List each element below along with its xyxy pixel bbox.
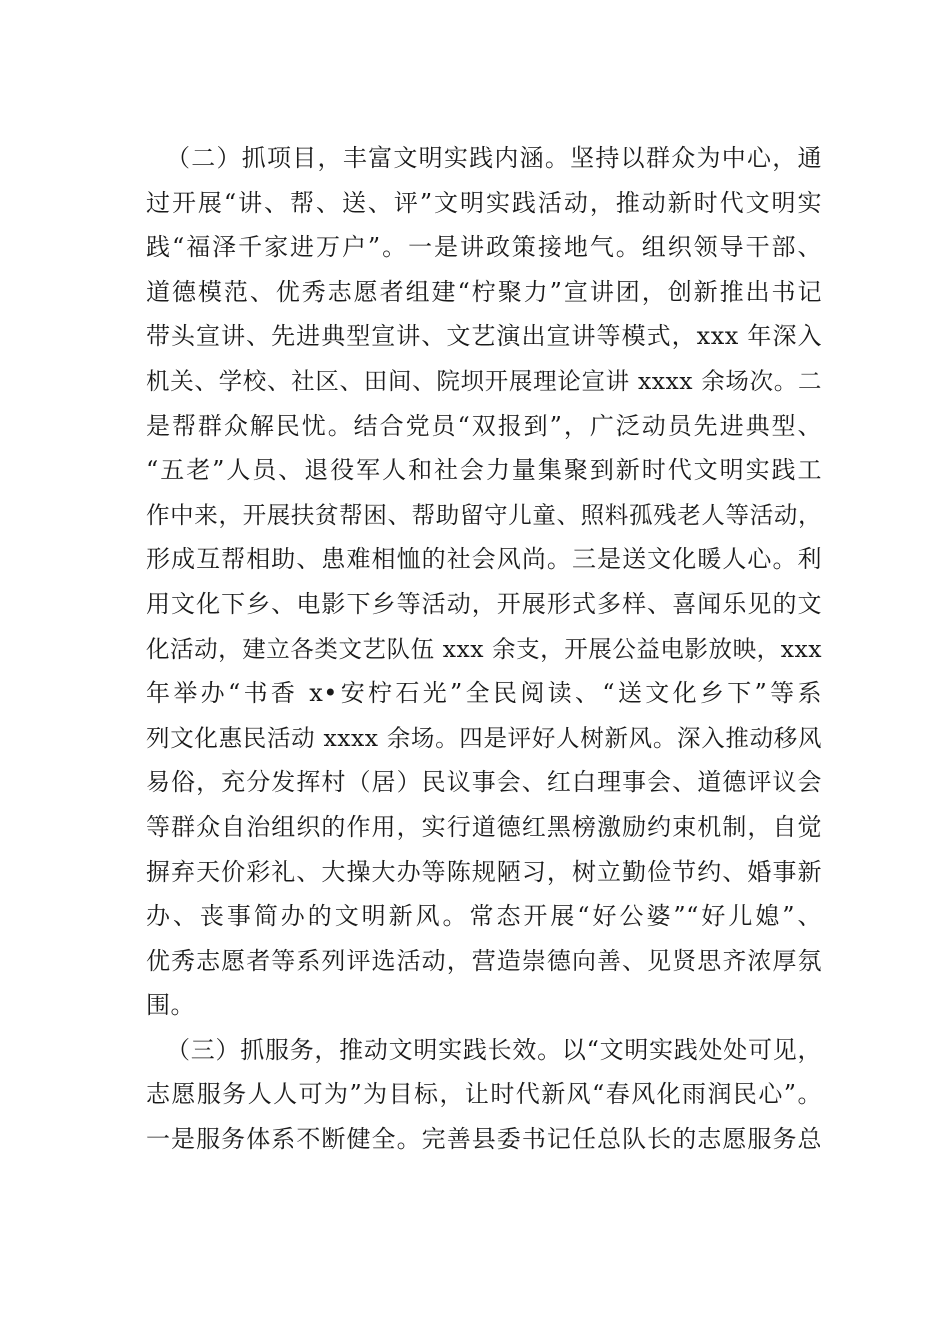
text-line: 优秀志愿者等系列评选活动，营造崇德向善、见贤思齐浓厚氛: [146, 946, 822, 975]
text-line: 是帮群众解民忧。结合党员“双报到”，广泛动员先进典型、: [146, 411, 822, 440]
text-line: 机关、学校、社区、田间、院坝开展理论宣讲 xxxx 余场次。二: [146, 366, 822, 395]
text-line: 志愿服务人人可为”为目标，让时代新风“春风化雨润民心”。: [146, 1080, 822, 1109]
document-page: [146, 136, 822, 1162]
text-line: 办、丧事简办的文明新风。常态开展“好公婆”“好儿媳”、: [146, 902, 822, 931]
text-line: （二）抓项目，丰富文明实践内涵。坚持以群众为中心，通: [166, 144, 822, 172]
paragraph-service: [146, 1028, 822, 1162]
text-line: 化活动，建立各类文艺队伍 xxx 余支，开展公益电影放映，xxx: [146, 634, 822, 663]
text-line: 一是服务体系不断健全。完善县委书记任总队长的志愿服务总: [146, 1125, 822, 1154]
text-line: 作中来，开展扶贫帮困、帮助留守儿童、照料孤残老人等活动，: [146, 500, 822, 529]
text-line: “五老”人员、退役军人和社会力量集聚到新时代文明实践工: [146, 456, 822, 485]
text-line: 摒弃天价彩礼、大操大办等陈规陋习，树立勤俭节约、婚事新: [146, 857, 822, 886]
text-line: 易俗，充分发挥村（居）民议事会、红白理事会、道德评议会: [146, 768, 822, 797]
text-line: 践“福泽千家进万户”。一是讲政策接地气。组织领导干部、: [146, 233, 822, 262]
text-line: 过开展“讲、帮、送、评”文明实践活动，推动新时代文明实: [146, 188, 822, 217]
paragraph-project: [146, 136, 822, 1028]
text-line: 用文化下乡、电影下乡等活动，开展形式多样、喜闻乐见的文: [146, 589, 822, 618]
text-line: 年举办“书香 x•安柠石光”全民阅读、“送文化乡下”等系: [146, 679, 822, 708]
text-line: 带头宣讲、先进典型宣讲、文艺演出宣讲等模式，xxx 年深入: [146, 322, 822, 351]
text-line: 围。: [146, 991, 195, 1020]
text-line: 道德模范、优秀志愿者组建“柠聚力”宣讲团，创新推出书记: [146, 277, 822, 306]
text-line: 形成互帮相助、患难相恤的社会风尚。三是送文化暖人心。利: [146, 545, 822, 574]
text-line: 等群众自治组织的作用，实行道德红黑榜激励约束机制，自觉: [146, 812, 822, 841]
text-line: 列文化惠民活动 xxxx 余场。四是评好人树新风。深入推动移风: [146, 723, 822, 752]
text-line: （三）抓服务，推动文明实践长效。以“文明实践处处可见，: [166, 1035, 822, 1064]
